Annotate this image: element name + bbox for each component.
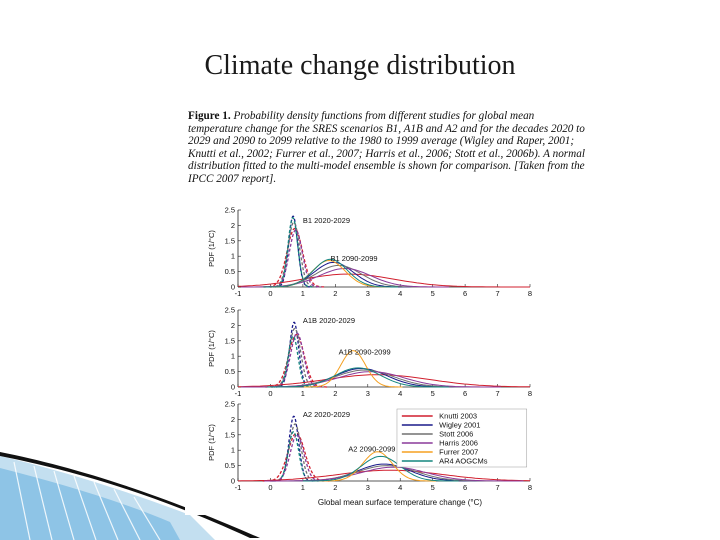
x-tick-label: 2 xyxy=(333,389,338,398)
panel-far-label: A1B 2090-2099 xyxy=(338,347,391,357)
y-axis-label: PDF (1/°C) xyxy=(207,230,216,267)
x-tick-label: -1 xyxy=(234,483,242,492)
x-tick-label: 0 xyxy=(268,483,273,492)
x-tick-label: 2 xyxy=(333,483,338,492)
x-tick-label: 2 xyxy=(333,289,338,298)
x-tick-label: 6 xyxy=(463,389,468,398)
panel-far-label: A2 2090-2099 xyxy=(348,444,396,454)
x-tick-label: 7 xyxy=(495,389,500,398)
y-tick-label: 0 xyxy=(230,476,235,486)
x-tick-label: 8 xyxy=(527,289,533,298)
legend-entry: Furrer 2007 xyxy=(439,447,479,457)
x-tick-label: 3 xyxy=(365,389,370,398)
x-tick-label: 6 xyxy=(463,483,468,492)
series-near-harris-2006 xyxy=(271,333,323,387)
y-tick-label: 0.5 xyxy=(224,367,235,377)
series-near-harris-2006 xyxy=(270,435,325,481)
x-tick-label: 7 xyxy=(495,289,500,298)
x-tick-label: 3 xyxy=(365,483,370,492)
y-tick-label: 1.5 xyxy=(224,430,235,440)
y-tick-label: 1.5 xyxy=(224,236,235,246)
legend xyxy=(397,409,527,467)
y-axis-label: PDF (1/°C) xyxy=(207,424,216,461)
x-tick-label: 4 xyxy=(398,289,403,298)
x-tick-label: 0 xyxy=(268,289,273,298)
panel-2 xyxy=(207,306,532,399)
y-tick-label: 0.5 xyxy=(224,461,235,471)
series-near-knutti-2003 xyxy=(264,229,326,288)
panel-near-label: A2 2020-2029 xyxy=(302,410,351,419)
caption-label: Figure 1. xyxy=(188,110,231,122)
x-tick-label: 1 xyxy=(300,289,305,298)
x-tick-label: 1 xyxy=(300,483,305,492)
x-tick-label: 0 xyxy=(268,389,273,398)
legend-entry: AR4 AOGCMs xyxy=(439,456,488,466)
y-tick-label: 2 xyxy=(230,414,235,424)
panel-far-label: B1 2090-2099 xyxy=(330,253,378,263)
legend-entry: Stott 2006 xyxy=(439,429,474,439)
caption-text: Probability density functions from different studies for global mean temperature change for the SRES scenarios B1, A1B and A2 and for the decades 2020 to 2029 and 2090 to 2099 relative to the 1980 to 1999 average (Wigley and Raper, 2001; Knutti et al., 2002; Furrer et al., 2007; Harris et al., 2006; Stott et al., 2006b). A normal distribution fitted to the multi-model ensemble is shown for comparison. [Taken from the IPCC 2007 report]. xyxy=(188,110,585,185)
panel-near-label: B1 2020-2029 xyxy=(302,216,351,225)
x-tick-label: 4 xyxy=(398,389,403,398)
y-tick-label: 2.5 xyxy=(224,399,235,409)
x-tick-label: 5 xyxy=(430,289,435,298)
x-tick-label: 1 xyxy=(300,389,305,398)
panel-1 xyxy=(207,206,532,299)
series-near-ar4-aogcms xyxy=(273,432,315,481)
x-tick-label: -1 xyxy=(234,289,242,298)
y-tick-label: 1.5 xyxy=(224,336,235,346)
x-axis-label: Global mean surface temperature change (°C) xyxy=(317,498,483,507)
x-tick-label: 5 xyxy=(430,389,435,398)
y-tick-label: 0 xyxy=(230,382,235,392)
x-tick-label: 8 xyxy=(527,389,533,398)
series-near-knutti-2003 xyxy=(265,335,327,387)
panel-near-label: A1B 2020-2029 xyxy=(302,316,356,325)
y-tick-label: 2.5 xyxy=(224,305,235,315)
x-tick-label: 5 xyxy=(430,483,435,492)
y-tick-label: 2 xyxy=(230,320,235,330)
y-tick-label: 2.5 xyxy=(224,205,235,215)
legend-entry: Wigley 2001 xyxy=(439,420,481,430)
y-tick-label: 0.5 xyxy=(224,267,235,277)
slide-title: Climate change distribution xyxy=(204,50,516,81)
y-tick-label: 1 xyxy=(230,351,235,361)
series-near-wigley-2001 xyxy=(274,416,313,481)
legend-entry: Harris 2006 xyxy=(439,438,478,448)
x-tick-label: 8 xyxy=(527,483,533,492)
x-tick-label: 6 xyxy=(463,289,468,298)
x-tick-label: -1 xyxy=(234,389,242,398)
legend-entry: Knutti 2003 xyxy=(439,411,478,421)
y-axis-label: PDF (1/°C) xyxy=(207,330,216,367)
x-tick-label: 7 xyxy=(495,483,500,492)
y-tick-label: 1 xyxy=(230,251,235,261)
x-tick-label: 4 xyxy=(398,483,403,492)
y-tick-label: 2 xyxy=(230,220,235,230)
y-tick-label: 1 xyxy=(230,445,235,455)
x-tick-label: 3 xyxy=(365,289,370,298)
y-tick-label: 0 xyxy=(230,282,235,292)
